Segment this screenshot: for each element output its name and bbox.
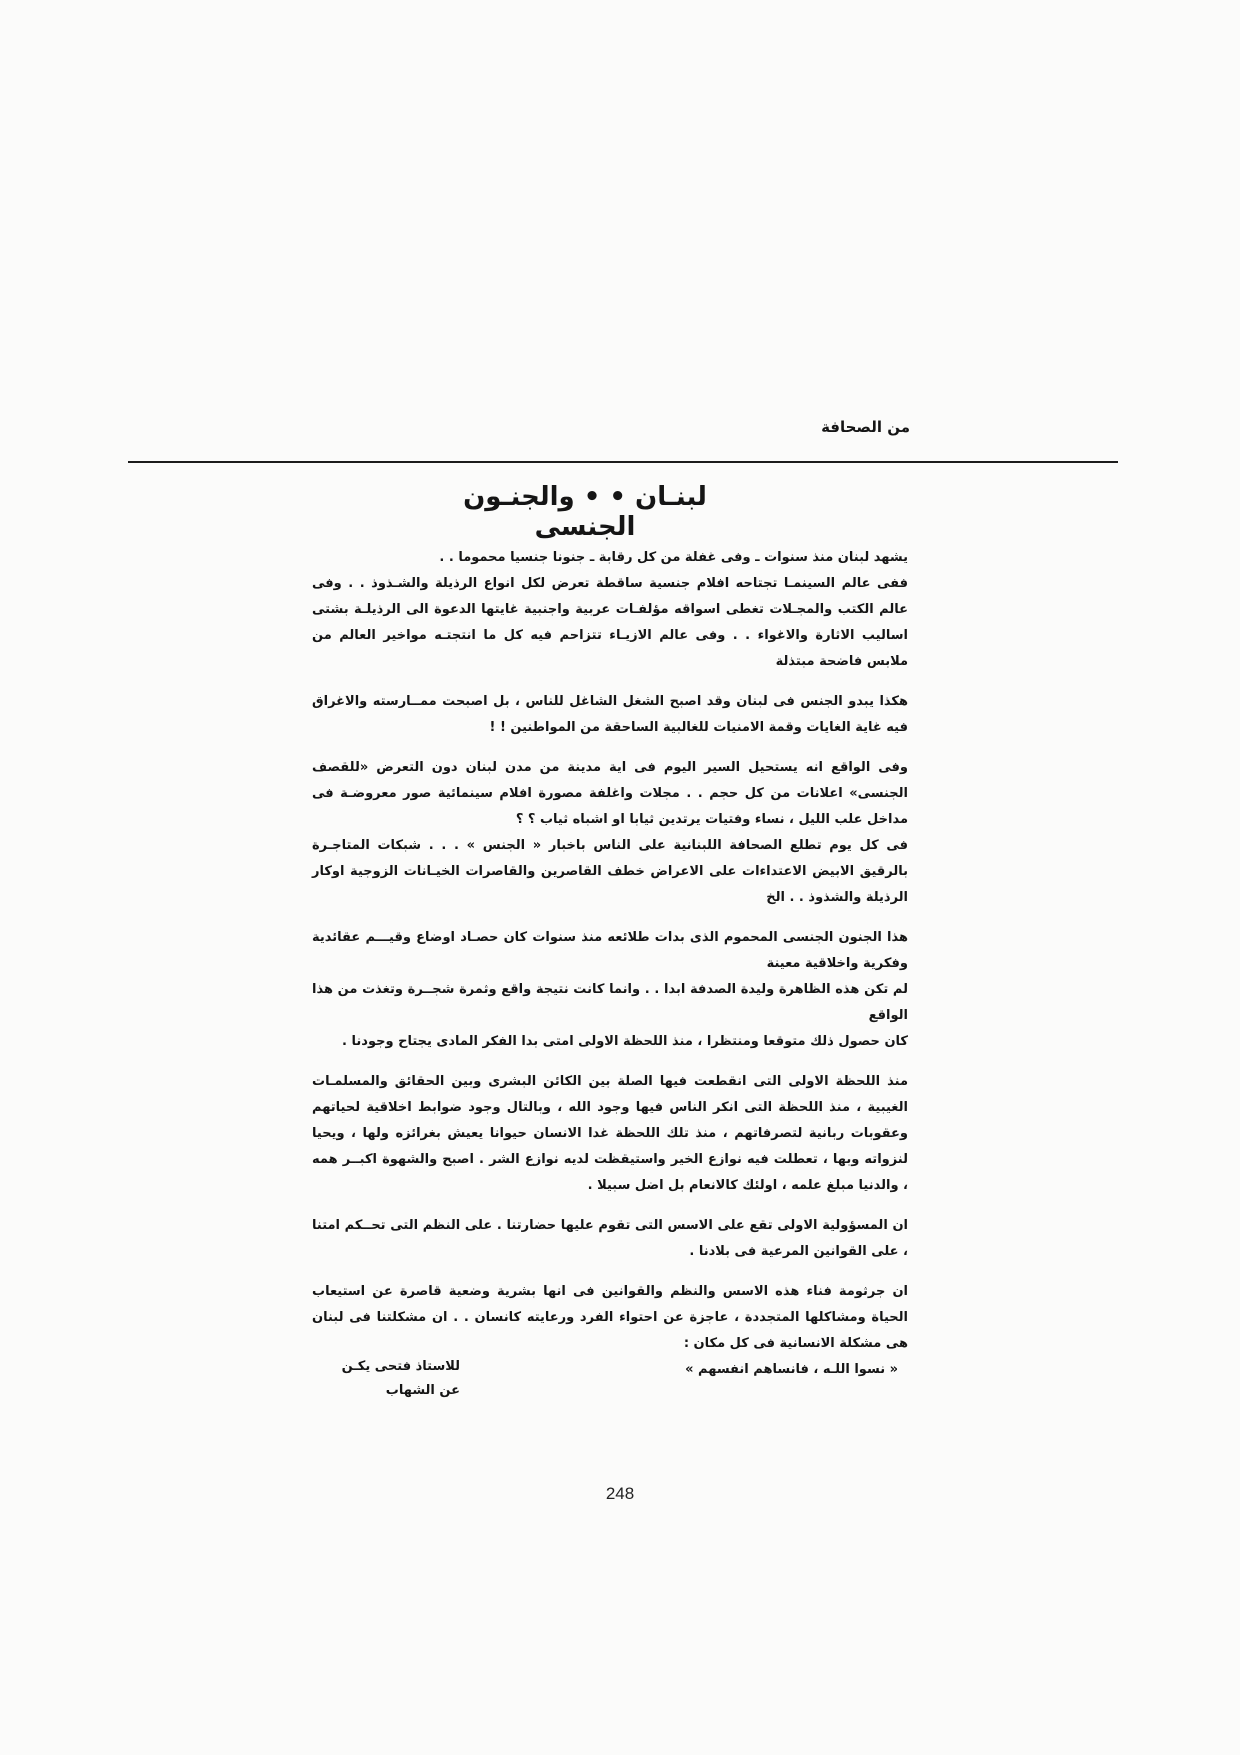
paragraph-3: هكذا يبدو الجنس فى لبنان وقد اصبح الشغل الشاغل للناس ، بل اصبحت ممــارسته والاغراق فيه غاية الغايات وقمة الامنيات للغالبية الساحقة من المواطنين ! ! [312,694,908,735]
header-rule [128,461,1118,463]
paragraph-4: وفى الواقع انه يستحيل السير اليوم فى اية مدينة من مدن لبنان دون التعرض «للقصف الجنسى» اعلانات من كل حجم . . مجلات واغلفة مصورة افلام سينمائية صور معروضـة فى مداخل علب الليل ، نساء وفتيات يرتدين ثيابا او اشباه ثياب ؟ ؟ [312,760,908,827]
author-name: للاستاذ فتحى يكـن [341,1359,460,1374]
paragraph-10: ان المسؤولية الاولى تقع على الاسس التى تقوم عليها حضارتنا . على النظم التى تحــكم امتنا ، على القوانين المرعية فى بلادنا . [312,1218,908,1259]
paragraph-8: كان حصول ذلك متوقعا ومنتظرا ، منذ اللحظة الاولى امتى بدا الفكر المادى يجتاح وجودنا . [342,1034,908,1049]
page-number: 248 [605,1484,635,1503]
article-title: لبنـان • • والجنـون الجنسى [463,482,707,542]
signature-block [300,1355,460,1403]
paragraph-6: هذا الجنون الجنسى المحموم الذى بدات طلائعه منذ سنوات كان حصـاد اوضاع وقيـــم عقائدية وفكرية واخلاقية معينة [312,930,908,971]
closing-quote: « نسوا اللـه ، فانساهم انفسهم » [685,1362,898,1377]
paragraph-11: ان جرثومة فناء هذه الاسس والنظم والقوانين فى انها بشرية وضعية قاصرة عن استيعاب الحياة ومشاكلها المتجددة ، عاجزة عن احتواء الفرد ورعايته كانسان . . ان مشكلتنا فى لبنان هى مشكلة الانسانية فى كل مكان : [312,1284,908,1351]
paragraph-5: فى كل يوم تطلع الصحافة اللبنانية على الناس باخبار « الجنس » . . . شبكات المتاجـرة بالرقيق الابيض الاعتداءات على الاعراض خطف القاصرين والقاصرات الخيـانات الزوجية اوكار الرذيلة والشذوذ . . الخ [312,838,908,905]
paragraph-7: لم تكن هذه الظاهرة وليدة الصدفة ابدا . . وانما كانت نتيجة واقع وثمرة شجــرة وتغذت من هذا الواقع [312,982,908,1023]
article-body [312,545,908,1397]
section-label: من الصحافة [821,418,910,436]
paragraph-2: ففى عالم السينمـا تجتاحه افلام جنسية ساقطة تعرض لكل انواع الرذيلة والشـذوذ . . وفى عالم الكتب والمجـلات تغطى اسواقه مؤلفـات عربية واجنبية غايتها الدعوة الى الرذيلـة بشتى اساليب الاثارة والاغواء . . وفى عالم الازيـاء تتزاحم فيه كل ما انتجتـه مواخير العالم من ملابس فاضحة مبتذلة [312,576,908,669]
source-name: عن الشهاب [385,1383,460,1398]
paragraph-1: يشهد لبنان منذ سنوات ـ وفى غفلة من كل رقابة ـ جنونا جنسيا محموما . . [439,550,908,565]
paragraph-9: منذ اللحظة الاولى التى انقطعت فيها الصلة بين الكائن البشرى وبين الحقائق والمسلمـات الغيبية ، منذ اللحظة التى انكر الناس فيها وجود الله ، وبالتال وجود ضوابط اخلاقية لحياتهم وعقوبات ربانية لتصرفاتهم ، منذ تلك اللحظة غدا الانسان حيوانا يعيش بغرائزه ولها ، ويحيا لنزواته وبها ، تعطلت فيه نوازع الخير واستيقظت لديه نوازع الشر . اصبح والشهوة اكبــر همه ، والدنيا مبلغ علمه ، اولئك كالانعام بل اضل سبيلا . [312,1074,908,1193]
